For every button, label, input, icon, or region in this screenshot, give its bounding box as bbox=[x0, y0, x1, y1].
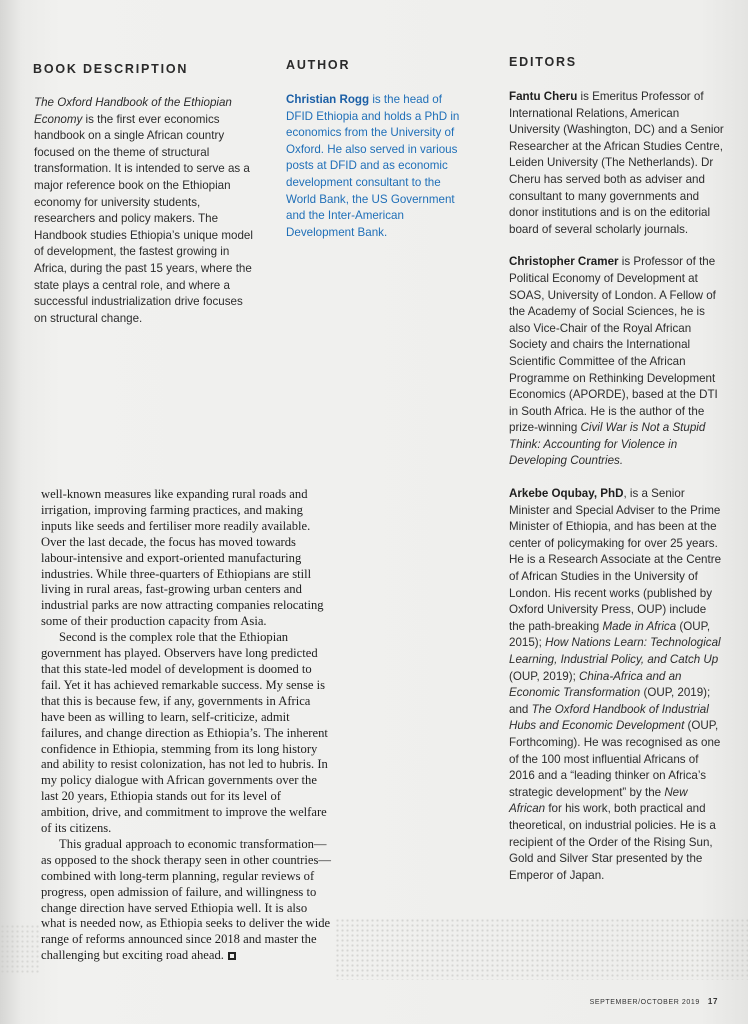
editor-oqubay-book-2: How Nations Learn: Technological Learning, Industrial Policy, and Catch Up bbox=[509, 636, 721, 666]
author-name: Christian Rogg bbox=[286, 93, 370, 106]
editor-oqubay-name: Arkebe Oqubay, PhD bbox=[509, 487, 624, 501]
editor-oqubay-bio-4: (OUP, 2019); and bbox=[509, 686, 711, 716]
author-bio bbox=[286, 92, 466, 241]
editor-cheru-bio: is Emeritus Professor of International Relations, American University (Washington, DC) and a Senior Researcher at the African Studies Centre, Leiden University (The Netherlands). Dr Cheru has served both as adviser and consultant to many governments and donor institutions and is on the editorial board of several scholarly journals. bbox=[509, 90, 724, 236]
book-description-column bbox=[34, 95, 254, 327]
heading-book-description: BOOK DESCRIPTION bbox=[33, 62, 189, 76]
editor-oqubay-magazine: New African bbox=[509, 785, 688, 816]
author-bio-text: is the head of DFID Ethiopia and holds a PhD in economics from the University of Oxford. He also served in various posts at DFID and as economic development consultant to the World Bank, the US Government and the Inter-American Development Bank. bbox=[286, 93, 460, 239]
editor-oqubay bbox=[509, 486, 724, 884]
heading-author: AUTHOR bbox=[286, 58, 351, 72]
author-column bbox=[286, 92, 466, 241]
article-paragraph-3-text: This gradual approach to economic transformation—as opposed to the shock therapy seen in other countries—combined with long-term planning, regular reviews of progress, open admission of failure, and willingness to change direction have served Ethiopia well. It is also what is needed now, as Ethiopia seeks to deliver the wide range of reforms announced since 2018 and master the challenging but exciting road ahead. bbox=[41, 836, 331, 963]
editor-cramer-book: Civil War is Not a Stupid Think: Accounting for Violence in Developing Countries. bbox=[509, 421, 706, 468]
editor-oqubay-bio-1: , is a Senior Minister and Special Adviser to the Prime Minister of Ethiopia, and has been at the center of policymaking for over 25 years. He is a Research Associate at the Centre of African Studies in the University of London. His recent works (published by Oxford University Press, OUP) include the path-breaking bbox=[509, 487, 722, 633]
book-title: The Oxford Handbook of the Ethiopian Economy bbox=[34, 96, 232, 126]
editor-oqubay-bio-5: (OUP, Forthcoming). He was recognised as one of the 100 most influential Africans of 2016 and a “leading thinker on Africa’s strategic development” by the bbox=[509, 719, 721, 799]
editor-cheru-name: Fantu Cheru bbox=[509, 90, 578, 103]
editor-oqubay-book-3: China-Africa and an Economic Transformation bbox=[509, 669, 682, 700]
article-paragraph-2: Second is the complex role that the Ethiopian government has played. Observers have long predicted that this state-led model of development is doomed to fail. Yet it has achieved remarkable success. My sense is that this is because few, if any, governments in Africa have been as willing to learn, self-criticize, admit failures, and change direction as Ethiopia’s. The inherent confidence in Ethiopia, stemming from its long history and ability to resist colonization, has not led to hubris. In my policy dialogue with African governments over the last 20 years, Ethiopia stands out for its level of ambition, drive, and commitment to improve the welfare of its citizens. bbox=[41, 630, 328, 836]
article-body bbox=[41, 487, 331, 964]
editor-cheru bbox=[509, 89, 724, 238]
article-paragraph-1: well-known measures like expanding rural roads and irrigation, improving farming practices, and making inputs like seeds and fertiliser more readily available. Over the last decade, the focus has moved towards labour-intensive and export-oriented manufacturing industries. While three-quarters of Ethiopians are still living in rural areas, fast-growing urban centers and industrial parks are now attracting companies relocating some of their production capacity from Asia. bbox=[41, 487, 324, 629]
editor-oqubay-book-4: The Oxford Handbook of Industrial Hubs and Economic Development bbox=[509, 702, 709, 733]
halftone-dots bbox=[335, 918, 748, 980]
heading-editors: EDITORS bbox=[509, 55, 577, 69]
book-description-text bbox=[34, 95, 254, 327]
editors-column bbox=[509, 89, 724, 900]
editor-oqubay-bio-6: for his work, both practical and theoretical, on industrial policies. He is a recipient of the Order of the Rising Sun, Gold and Silver Star presented by the Emperor of Japan. bbox=[509, 802, 716, 882]
editor-oqubay-bio-2: (OUP, 2015); bbox=[509, 619, 711, 650]
editor-cramer bbox=[509, 254, 724, 470]
editor-oqubay-bio-3: (OUP, 2019); bbox=[509, 669, 580, 683]
issue-date: SEPTEMBER/OCTOBER 2019 bbox=[589, 999, 700, 1006]
editor-oqubay-book-1: Made in Africa bbox=[602, 619, 677, 633]
editor-cramer-bio: is Professor of the Political Economy of Development at SOAS, University of London. A Fellow of the Academy of Social Sciences, he is also Vice-Chair of the Royal African Society and chairs the International Scientific Committee of the African Programme on Rethinking Development Economics (APORDE), based at the DTI in South Africa. He is the author of the prize-winning bbox=[509, 255, 718, 435]
page-number: 17 bbox=[707, 997, 718, 1006]
end-of-article-icon bbox=[228, 952, 236, 960]
halftone-dots-left bbox=[0, 924, 40, 974]
article-paragraph-3 bbox=[41, 837, 331, 964]
page-footer bbox=[590, 997, 718, 1006]
editor-cramer-name: Christopher Cramer bbox=[509, 255, 619, 269]
book-description-body: is the first ever economics handbook on a single African country focused on the theme of structural transformation. It is intended to serve as a major reference book on the Ethiopian economy for university students, researchers and policy makers. The Handbook studies Ethiopia’s unique model of development, the fastest growing in Africa, during the past 15 years, where the state plays a central role, and where a successful industrialization drive focuses on structural change. bbox=[34, 112, 253, 325]
